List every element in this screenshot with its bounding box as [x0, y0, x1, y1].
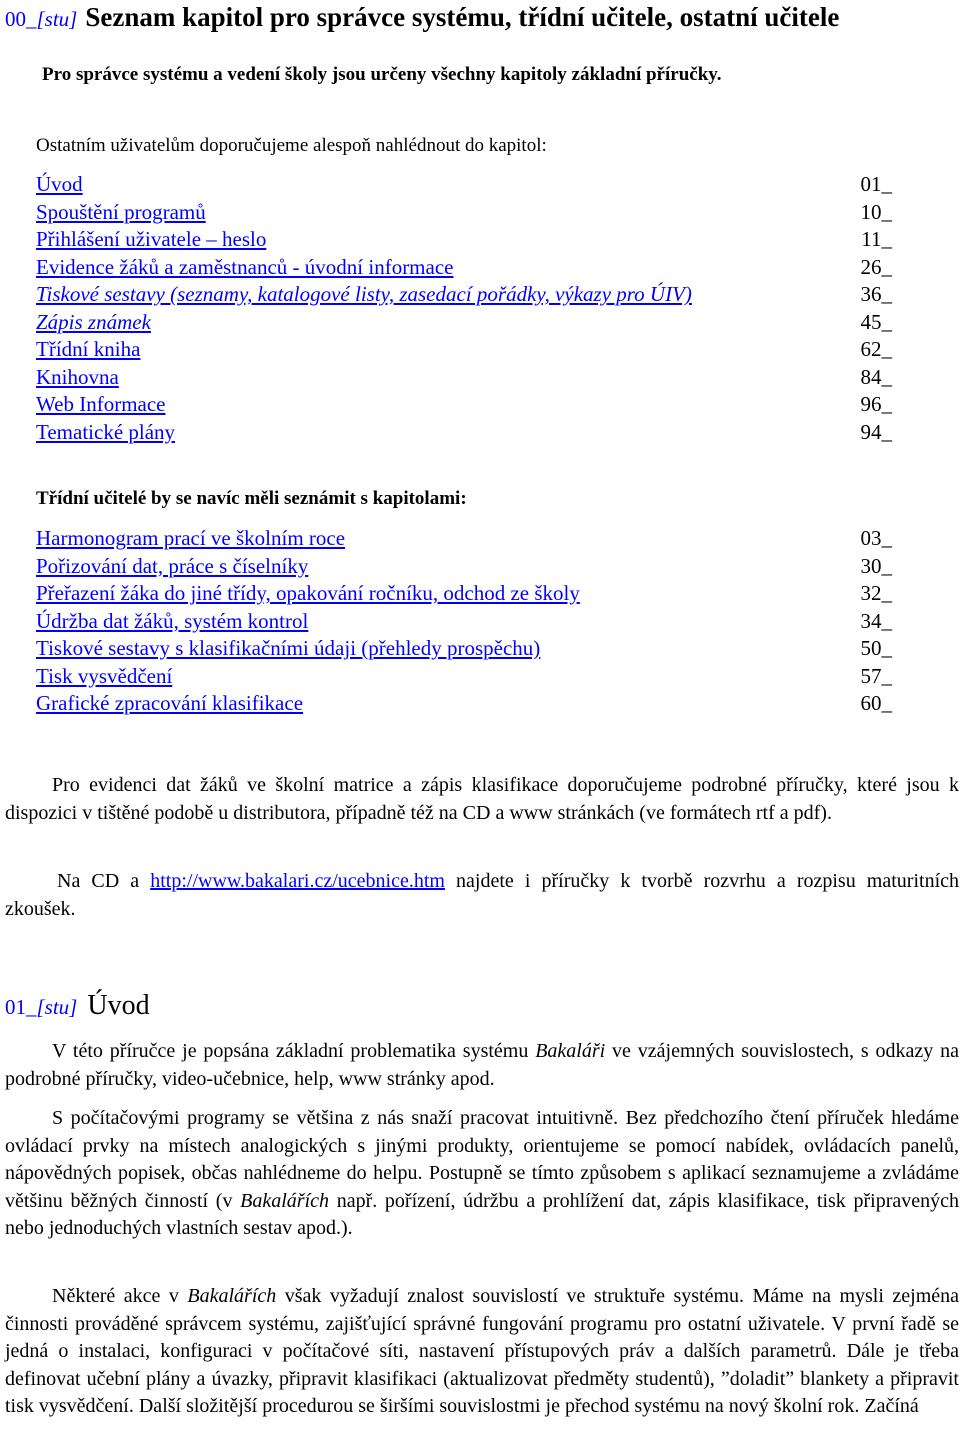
toc-number: 60_ [860, 691, 892, 715]
chapter-number: 00_ [5, 7, 37, 31]
toc-number: 96_ [860, 392, 892, 416]
intro-paragraph-2 [5, 1105, 959, 1243]
toc-row [36, 391, 892, 419]
toc-link[interactable]: Tiskové sestavy (seznamy, katalogové listy, zasedací pořádky, výkazy pro ÚIV) [36, 282, 692, 306]
toc-link[interactable]: Zápis známek [36, 309, 151, 334]
toc-number: 62_ [860, 337, 892, 361]
chapter-tag: [stu] [36, 7, 78, 31]
cd-text-after: najdete i příručky k tvorbě rozvrhu a rozpisu maturitních zkoušek. [5, 870, 959, 920]
toc-link[interactable]: Pořizování dat, práce s číselníky [36, 553, 309, 578]
toc-number: 50_ [860, 636, 892, 660]
p2-text-a: S počítačovými programy se většina z nás snaží pracovat intuitivně. Bez předchozího čtení příruček hledáme ovládací prvky na místech analogických s jinými produkty, orientujeme se pomocí nabídek, ovládacích panelů, nápovědných popisek, občas nahlédneme do helpu. Postupně se tímto způsobem s aplikací seznamujeme a zvládáme většinu běžných činností (v [5, 1107, 959, 1212]
p2-text-c: např. pořízení, údržbu a prohlížení dat, zápis klasifikace, tisk připravených nebo jednoduchých vlastních sestav apod.). [5, 1189, 959, 1239]
intro-paragraph-1 [5, 1038, 959, 1093]
toc-row [36, 171, 892, 199]
cd-text-before: Na CD a [57, 870, 151, 892]
toc-number: 45_ [860, 309, 892, 334]
toc-link[interactable]: Tematické plány [36, 419, 176, 444]
toc-row [36, 608, 892, 636]
toc-row [36, 281, 892, 309]
p1-text-c: ve vzájemných souvislostech, s odkazy na podrobné příručky, video-učebnice, help, www stránky apod. [5, 1040, 960, 1090]
toc-row [36, 663, 892, 691]
toc-row [36, 525, 892, 553]
admins-note: Pro správce systému a vedení školy jsou určeny všechny kapitoly základní příručky. [42, 64, 722, 85]
toc-link[interactable]: Údržba dat žáků, systém kontrol [36, 608, 309, 633]
p3-text-a: Některé akce v [52, 1285, 188, 1307]
toc-row [36, 690, 892, 718]
toc-number: 30_ [860, 553, 892, 578]
toc-link[interactable]: Evidence žáků a zaměstnanců - úvodní informace [36, 254, 454, 279]
intro-paragraph-3 [5, 1283, 959, 1421]
toc-number: 10_ [860, 199, 892, 224]
toc-number: 84_ [860, 364, 892, 389]
evidence-paragraph: Pro evidenci dat žáků ve školní matrice a zápis klasifikace doporučujeme podrobné příručky, které jsou k dispozici v tištěné podobě u distributora, případně též na CD a www stránkách (ve formátech rtf a pdf). [5, 774, 959, 824]
p2-product-name: Bakalářích [240, 1189, 330, 1212]
ucebnice-link[interactable]: http://www.bakalari.cz/ucebnice.htm [150, 870, 445, 892]
others-chapter-list [36, 171, 892, 446]
toc-number: 94_ [860, 419, 892, 444]
cd-paragraph [5, 868, 959, 923]
toc-link[interactable]: Grafické zpracování klasifikace [36, 691, 304, 715]
toc-number: 32_ [860, 581, 892, 605]
toc-number: 34_ [860, 608, 892, 633]
toc-link[interactable]: Spouštění programů [36, 199, 206, 224]
section-number: 01_ [5, 995, 37, 1019]
toc-row [36, 226, 892, 254]
toc-number: 36_ [860, 282, 892, 306]
toc-row [36, 336, 892, 364]
section-heading-uvod [5, 990, 150, 1022]
toc-link[interactable]: Tisk vysvědčení [36, 663, 173, 688]
toc-row [36, 419, 892, 447]
toc-number: 57_ [860, 663, 892, 688]
toc-link[interactable]: Přeřazení žáka do jiné třídy, opakování ročníku, odchod ze školy [36, 581, 580, 605]
toc-link[interactable]: Přihlášení uživatele – heslo [36, 227, 267, 251]
others-intro: Ostatním uživatelům doporučujeme alespoň nahlédnout do kapitol: [36, 135, 547, 156]
p1-text-a: V této příručce je popsána základní problematika systému [52, 1040, 536, 1062]
toc-number: 01_ [860, 172, 892, 196]
toc-link[interactable]: Třídní kniha [36, 337, 141, 361]
toc-row [36, 309, 892, 337]
class-teachers-chapter-list [36, 525, 892, 718]
toc-number: 26_ [860, 254, 892, 279]
toc-row [36, 364, 892, 392]
section-tag: [stu] [36, 995, 78, 1019]
class-teachers-intro: Třídní učitelé by se navíc měli seznámit s kapitolami: [36, 488, 467, 509]
toc-link[interactable]: Web Informace [36, 392, 166, 416]
chapter-heading [5, 2, 839, 33]
toc-link[interactable]: Úvod [36, 172, 83, 196]
toc-row [36, 553, 892, 581]
chapter-title: Seznam kapitol pro správce systému, třídní učitele, ostatní učitele [85, 2, 840, 32]
toc-link[interactable]: Tiskové sestavy s klasifikačními údaji (přehledy prospěchu) [36, 636, 541, 660]
toc-row [36, 580, 892, 608]
toc-number: 11_ [861, 227, 892, 251]
toc-row [36, 635, 892, 663]
toc-link[interactable]: Knihovna [36, 364, 119, 389]
toc-link[interactable]: Harmonogram prací ve školním roce [36, 526, 346, 550]
toc-number: 03_ [860, 526, 892, 550]
section-title: Úvod [87, 990, 150, 1021]
p1-product-name: Bakaláři [535, 1040, 606, 1062]
toc-row [36, 254, 892, 282]
p3-product-name: Bakalářích [187, 1285, 277, 1307]
p3-text-c: však vyžadují znalost souvislostí ve struktuře systému. Máme na mysli zejména činnosti prováděné správcem systému, zajišťující správné fungování programu pro ostatní uživatele. V první řadě se jedná o instalaci, konfiguraci v počítačové síti, nastavení přístupových práv a dalších parametrů. Dále je třeba definovat učební plány a úvazky, připravit klasifikaci (aktualizovat předměty studentů), ˮdoladitˮ blankety a připravit tisk vysvědčení. Další složitější procedurou se širšími souvislostmi je přechod systému na nový školní rok. Začíná [5, 1285, 960, 1417]
toc-row [36, 199, 892, 227]
